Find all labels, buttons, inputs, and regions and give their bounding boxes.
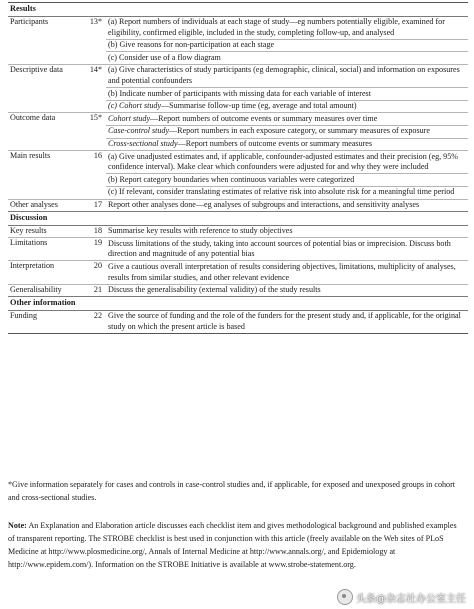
item-text: (b) Indicate number of participants with missing data for each variable of interest: [106, 88, 468, 101]
table-row: [8, 16, 468, 39]
table-row: [8, 284, 468, 297]
checklist-page: [8, 2, 468, 334]
plain-text: —Summarise follow-up time (eg, average and total amount): [161, 101, 357, 111]
item-number: 18: [93, 225, 102, 235]
table-row: [8, 199, 468, 212]
item-number: 20: [82, 261, 106, 284]
item-number: 13*: [89, 16, 102, 26]
italic-text: Cross-sectional study: [108, 139, 178, 149]
item-text: (a) Give unadjusted estimates and, if applicable, confounder-adjusted estimates and their precision (eg, 95% confidence interval). Make clear which confounders were adjusted for and why they were included: [106, 151, 468, 174]
row-label: Other analyses: [8, 199, 82, 212]
row-label: Descriptive data: [8, 64, 82, 112]
section-title: Other information: [8, 297, 468, 311]
watermark-logo-icon: [337, 589, 353, 605]
item-text: [106, 113, 468, 126]
section-title: Results: [8, 3, 468, 17]
note-label: Note:: [8, 521, 27, 530]
italic-text: Cohort study: [108, 113, 151, 123]
item-text: Give a cautious overall interpretation of results considering objectives, limitations, multiplicity of analyses, results from similar studies, and other relevant evidence: [106, 261, 468, 284]
section-header-discussion: [8, 212, 468, 226]
item-text: (c) Consider use of a flow diagram: [106, 52, 468, 65]
section-header-other-information: [8, 297, 468, 311]
row-label: Limitations: [8, 238, 82, 261]
row-label: Generalisability: [8, 284, 82, 297]
item-number: 16: [82, 151, 106, 199]
row-label: Participants: [10, 16, 49, 26]
item-number: 14*: [82, 64, 106, 112]
row-label: Main results: [8, 151, 82, 199]
item-text: (c) If relevant, consider translating estimates of relative risk into absolute risk for a meaningful time period: [106, 186, 468, 199]
plain-text: —Report numbers in each exposure category, or summary measures of exposure: [169, 126, 430, 136]
item-text: [106, 100, 468, 113]
row-label: Funding: [8, 310, 82, 333]
item-text: Summarise key results with reference to study objectives: [108, 226, 293, 236]
table-row: [8, 238, 468, 261]
row-label: Interpretation: [8, 261, 82, 284]
footnote: *Give information separately for cases and controls in case-control studies and, if applicable, for exposed and unexposed groups in cohort and cross-sectional studies.: [8, 480, 456, 502]
strobe-checklist-table: [8, 2, 468, 334]
watermark: [337, 589, 466, 605]
row-label: Outcome data: [8, 113, 82, 151]
plain-text: —Report numbers of outcome events or summary measures: [177, 139, 373, 149]
italic-text: (c) Cohort study: [108, 101, 162, 111]
table-row: [8, 310, 468, 333]
item-text: Discuss the generalisability (external validity) of the study results: [106, 284, 468, 297]
section-title: Discussion: [8, 212, 468, 226]
item-text: Give the source of funding and the role of the funders for the present study and, if applicable, for the original study on which the present article is based: [106, 310, 468, 333]
table-row: [8, 113, 468, 126]
table-row: [8, 64, 468, 87]
item-number: 19: [82, 238, 106, 261]
table-row: [8, 151, 468, 174]
item-text: (b) Report category boundaries when continuous variables were categorized: [106, 174, 468, 187]
item-number: 21: [82, 284, 106, 297]
item-text: [106, 125, 468, 138]
row-label: Key results: [10, 225, 47, 235]
plain-text: —Report numbers of outcome events or summary measures over time: [150, 113, 378, 123]
item-number: 15*: [82, 113, 106, 151]
italic-text: Case-control study: [108, 126, 170, 136]
item-text: Discuss limitations of the study, taking into account sources of potential bias or imprecision. Discuss both direction and magnitude of any potential bias: [106, 238, 468, 261]
item-text: [106, 138, 468, 151]
item-text: Report other analyses done—eg analyses of subgroups and interactions, and sensitivity analyses: [106, 199, 468, 212]
item-text: (a) Report numbers of individuals at each stage of study—eg numbers potentially eligible, examined for eligibility, confirmed eligible, included in the study, completing follow-up, and analysed: [108, 17, 445, 37]
note-paragraph: [8, 519, 464, 571]
section-header-results: [8, 3, 468, 17]
table-row: [8, 225, 468, 238]
table-row: [8, 261, 468, 284]
item-number: 22: [82, 310, 106, 333]
item-text: (a) Give characteristics of study participants (eg demographic, clinical, social) and information on exposures and potential confounders: [106, 64, 468, 87]
item-text: (b) Give reasons for non-participation at each stage: [106, 39, 468, 52]
note-text: An Explanation and Elaboration article discusses each checklist item and gives methodological background and published examples of transparent reporting. The STROBE checklist is best used in conjunction with this article (freely available on the Web sites of PLoS Medicine at http://www.plosmedicine.org/, Annals of Internal Medicine at http://www.annals.org/, and Epidemiology at http://www.epidem.com/). Information on the STROBE Initiative is available at www.strobe-statement.org.: [8, 521, 457, 569]
watermark-text: 头条@杂志社办公室主任: [356, 593, 466, 605]
item-number: 17: [82, 199, 106, 212]
